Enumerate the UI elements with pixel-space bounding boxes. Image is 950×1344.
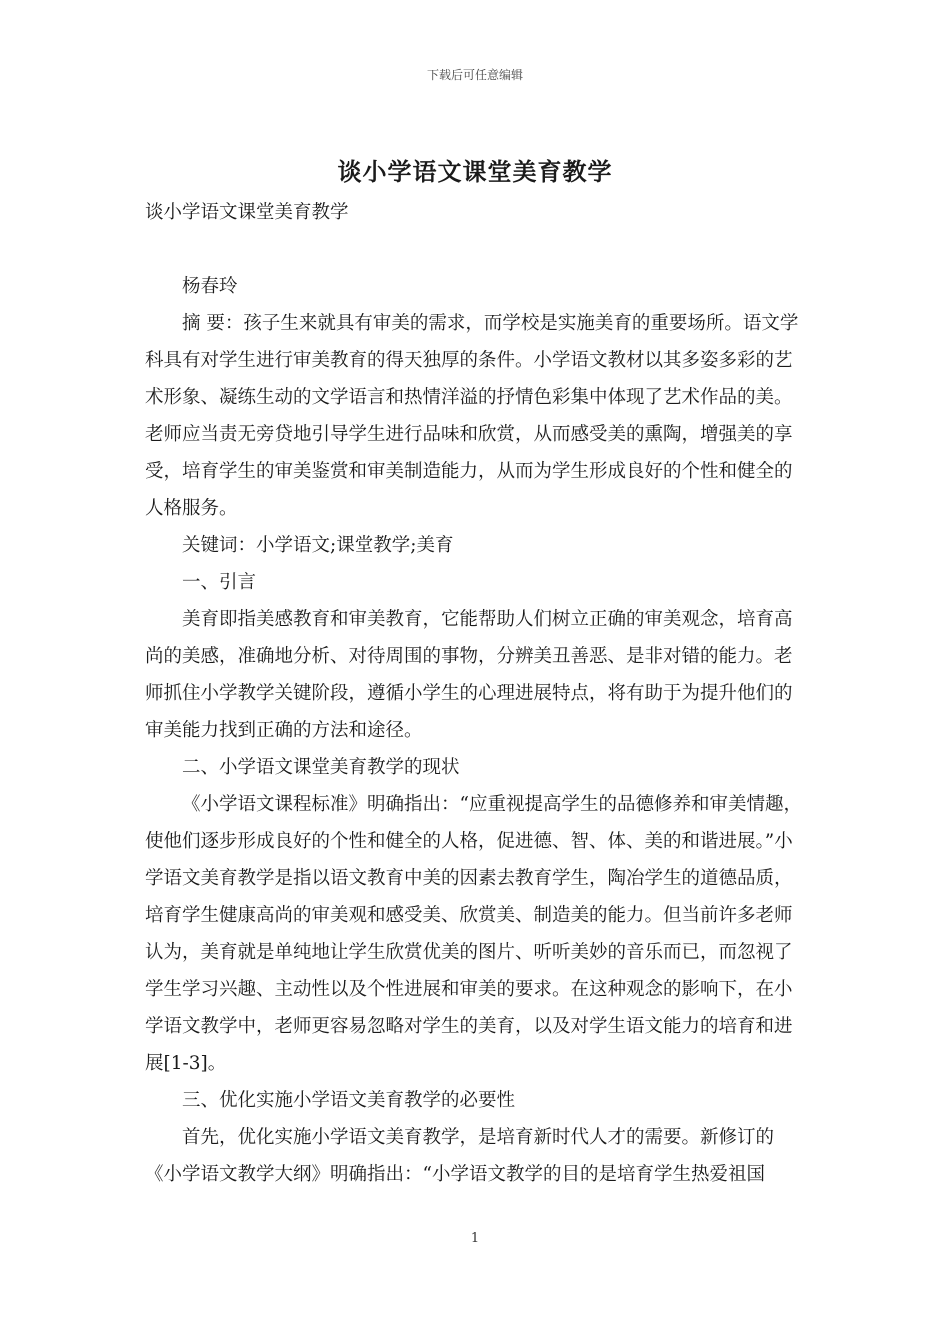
spacer	[145, 231, 810, 268]
document-title: 谈小学语文课堂美育教学	[337, 157, 613, 186]
body-paragraph: 首先，优化实施小学语文美育教学，是培育新时代人才的需要。新修订的《小学语文教学大纲》明确指出：“小学语文教学的目的是培育学生热爱祖国	[145, 1127, 775, 1185]
abstract-paragraph: 摘 要：孩子生来就具有审美的需求，而学校是实施美育的重要场所。语文学科具有对学生进行审美教育的得天独厚的条件。小学语文教材以其多姿多彩的艺术形象、凝练生动的文学语言和热情洋溢的抒情色彩集中体现了艺术作品的美。老师应当责无旁贷地引导学生进行品味和欣赏，从而感受美的熏陶，增强美的享受，培育学生的审美鉴赏和审美制造能力，从而为学生形成良好的个性和健全的人格服务。	[145, 313, 799, 519]
header-note: 下载后可任意编辑	[426, 68, 523, 82]
author-name: 杨春玲	[182, 276, 238, 297]
section-heading-current-status: 二、小学语文课堂美育教学的现状	[182, 757, 460, 778]
keywords-line: 关键词：小学语文;课堂教学;美育	[182, 535, 454, 556]
section-heading-necessity: 三、优化实施小学语文美育教学的必要性	[182, 1090, 516, 1111]
document-body	[145, 194, 810, 1193]
document-subtitle: 谈小学语文课堂美育教学	[145, 202, 349, 223]
section-heading-introduction: 一、引言	[182, 572, 257, 593]
body-paragraph: 美育即指美感教育和审美教育，它能帮助人们树立正确的审美观念，培育高尚的美感，准确地分析、对待周围的事物，分辨美丑善恶、是非对错的能力。老师抓住小学教学关键阶段，遵循小学生的心理进展特点，将有助于为提升他们的审美能力找到正确的方法和途径。	[145, 609, 793, 741]
body-paragraph: 《小学语文课程标准》明确指出：“应重视提高学生的品德修养和审美情趣，使他们逐步形成良好的个性和健全的人格，促进德、智、体、美的和谐进展。”小学语文美育教学是指以语文教育中美的因素去教育学生，陶冶学生的道德品质，培育学生健康高尚的审美观和感受美、欣赏美、制造美的能力。但当前许多老师认为，美育就是单纯地让学生欣赏优美的图片、听听美妙的音乐而已，而忽视了学生学习兴趣、主动性以及个性进展和审美的要求。在这种观念的影响下，在小学语文教学中，老师更容易忽略对学生的美育，以及对学生语文能力的培育和进展[1-3]。	[145, 794, 802, 1074]
page-number: 1	[470, 1231, 480, 1246]
